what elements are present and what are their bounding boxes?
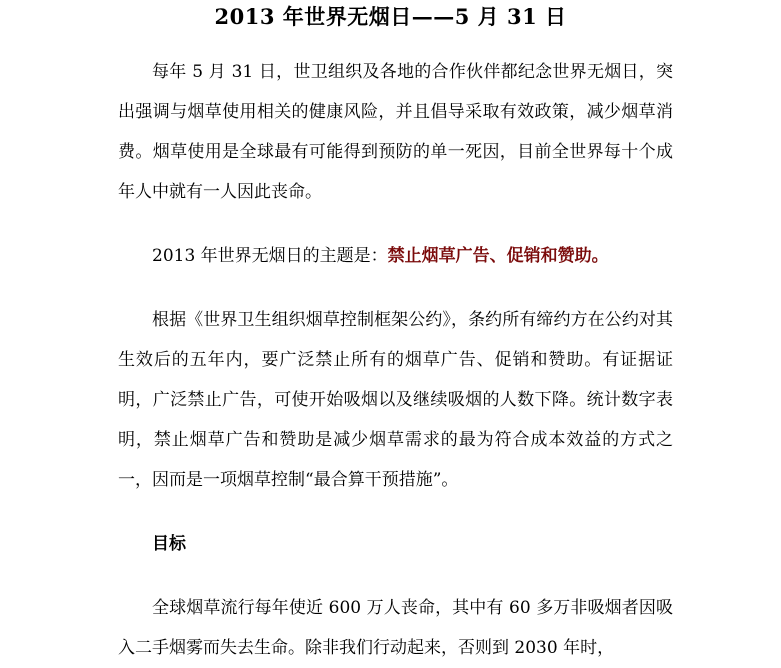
goal-paragraph: 全球烟草流行每年使近 600 万人丧命，其中有 60 多万非吸烟者因吸入二手烟雾而失去生命。除非我们行动起来，否则到 2030 年时， — [118, 598, 673, 658]
theme-prefix: 2013 年世界无烟日的主题是： — [152, 246, 388, 266]
convention-paragraph: 根据《世界卫生组织烟草控制框架公约》，条约所有缔约方在公约对其生效后的五年内，要广泛禁止所有的烟草广告、促销和赞助。有证据证明，广泛禁止广告，可使开始吸烟以及继续吸烟的人数下降。统计数字表明，禁止烟草广告和赞助是减少烟草需求的最为符合成本效益的方式之一，因而是一项烟草控制“最合算干预措施”。 — [118, 310, 673, 490]
document-title: 2013 年世界无烟日——5 月 31 日 — [214, 4, 567, 29]
theme-paragraph — [118, 236, 673, 276]
intro-paragraph: 每年 5 月 31 日，世卫组织及各地的合作伙伴都纪念世界无烟日，突出强调与烟草使用相关的健康风险，并且倡导采取有效政策，减少烟草消费。烟草使用是全球最有可能得到预防的单一死因，目前全世界每十个成年人中就有一人因此丧命。 — [118, 62, 673, 202]
section-heading: 目标 — [152, 534, 186, 554]
theme-highlight: 禁止烟草广告、促销和赞助。 — [387, 246, 609, 266]
